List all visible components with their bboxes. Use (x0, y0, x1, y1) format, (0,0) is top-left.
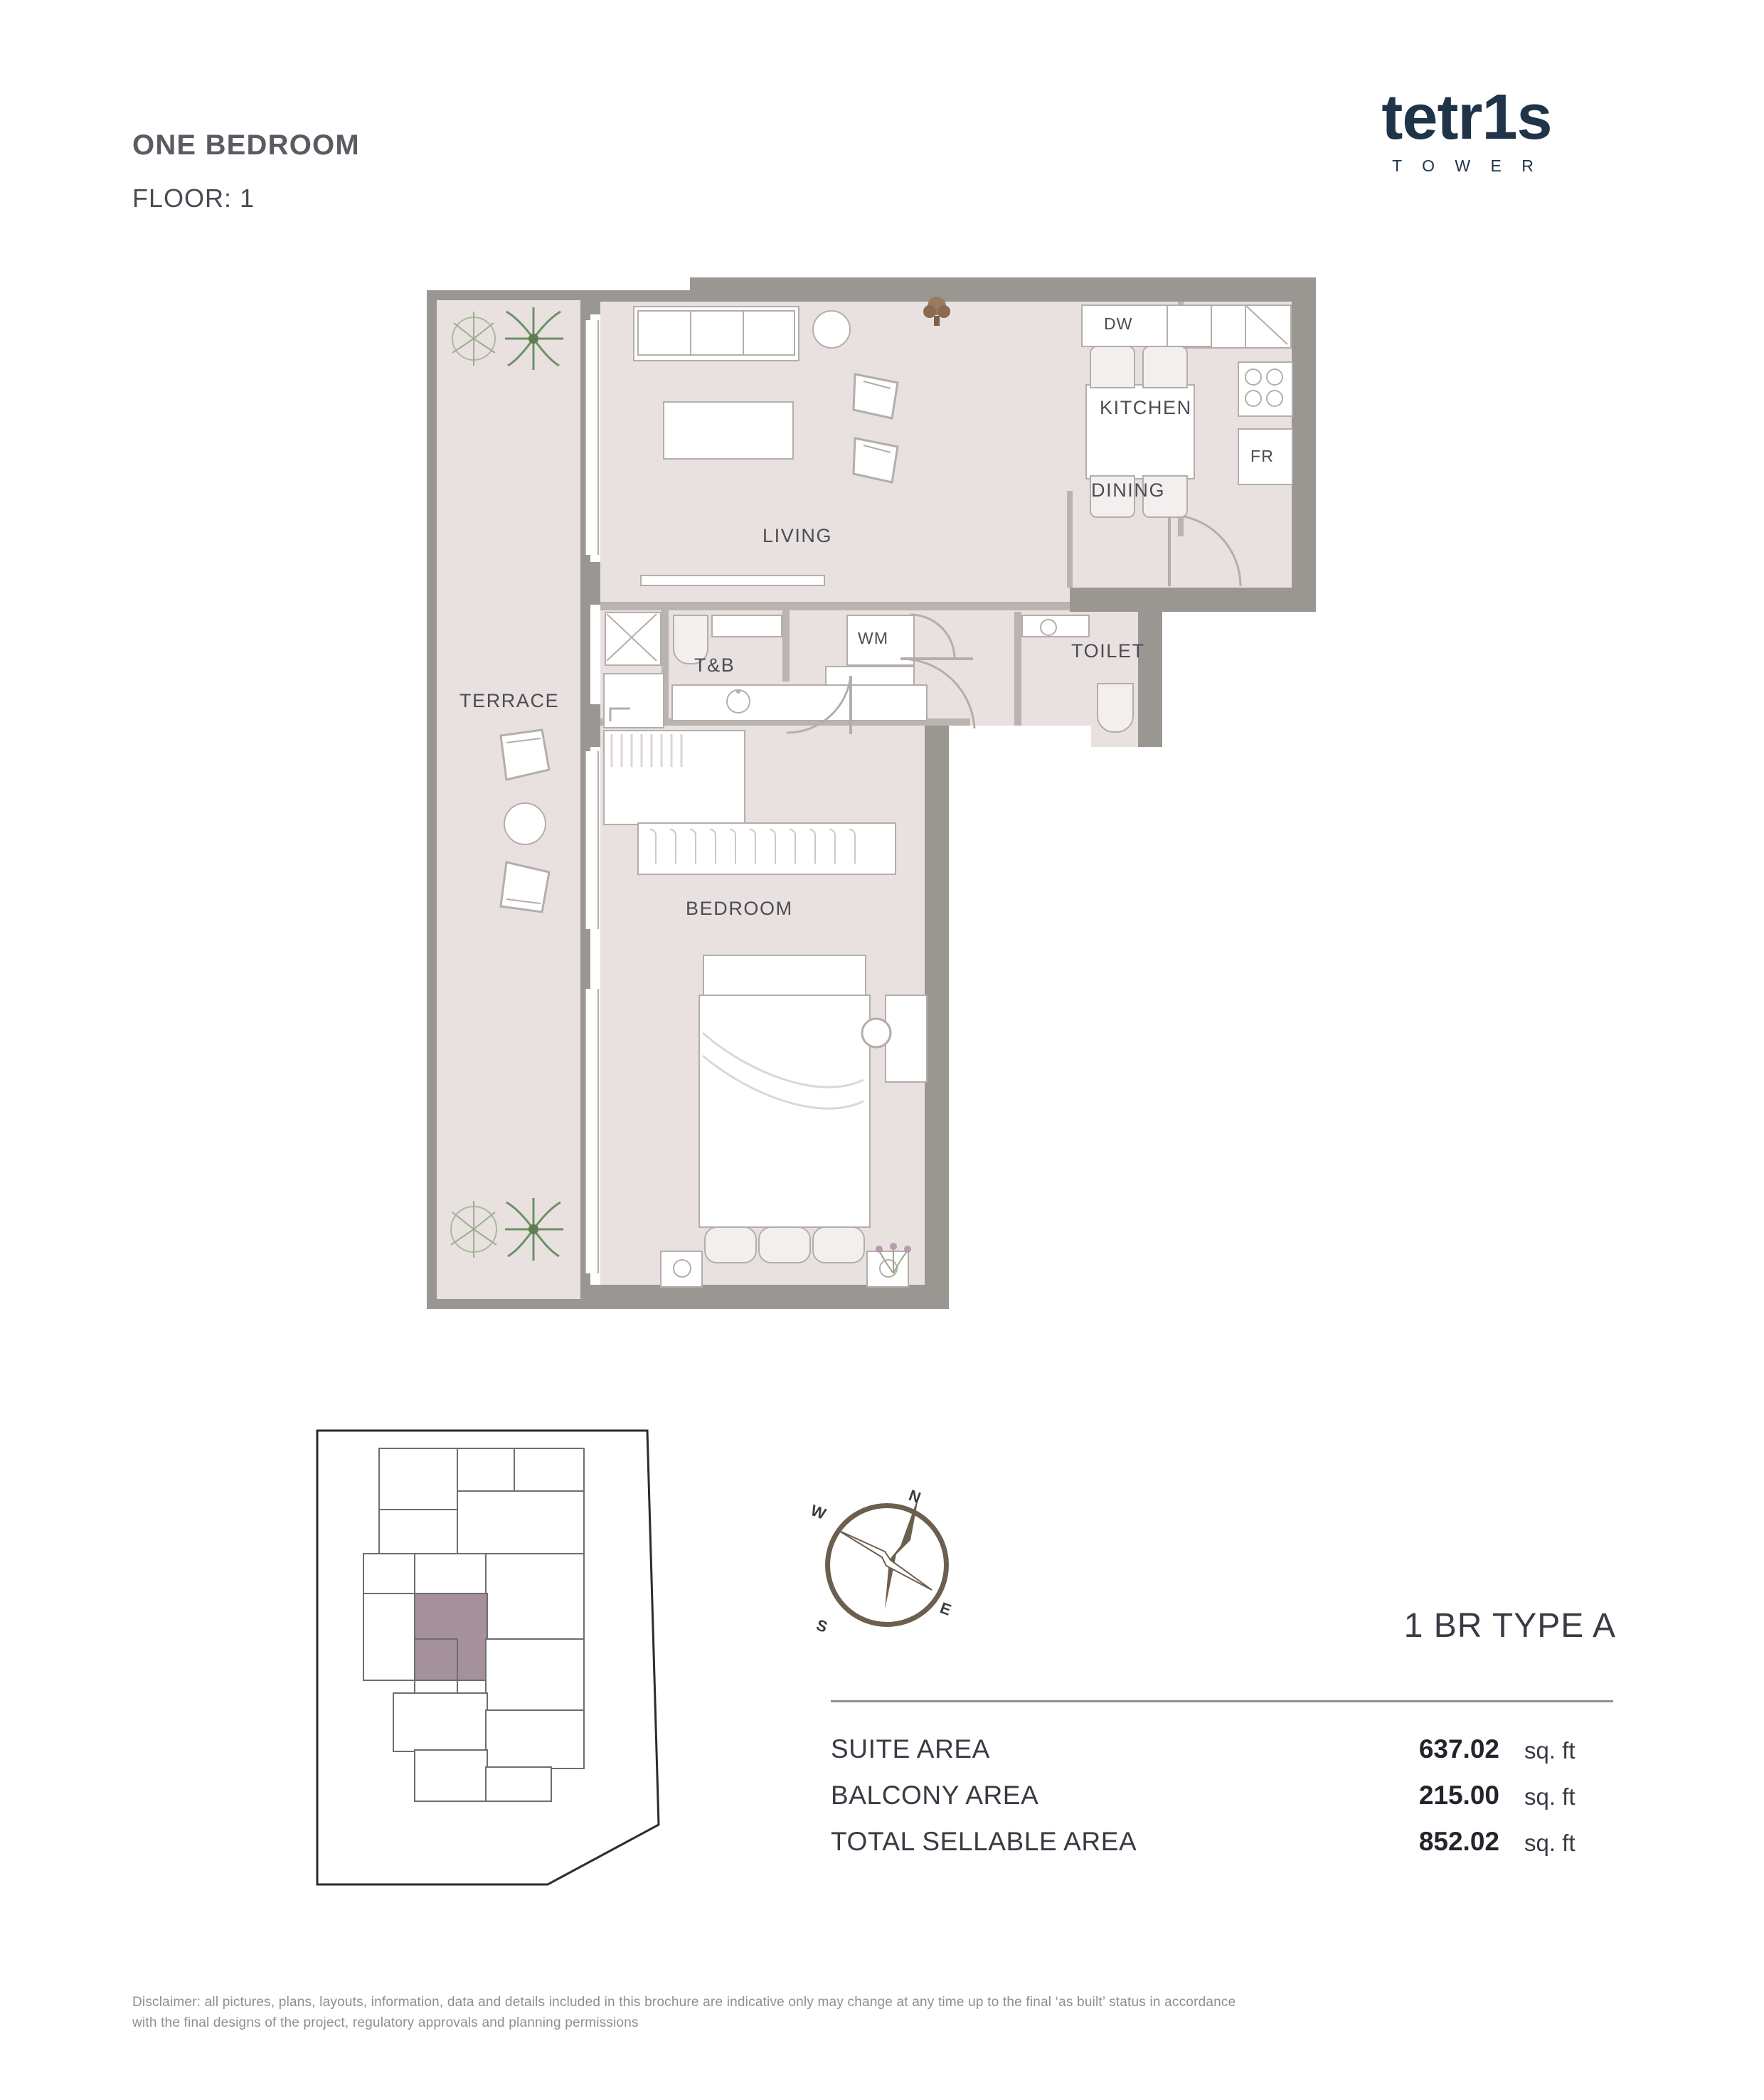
key-plan-block (485, 1553, 585, 1641)
key-plan-block (378, 1509, 459, 1556)
compass-west-label: W (808, 1501, 829, 1523)
area-row-value: 852.02 (1418, 1827, 1499, 1856)
partition-tb-right (782, 610, 790, 682)
terrace-palm-top-icon (501, 302, 566, 373)
dining-chair-tr (1142, 346, 1188, 388)
room-label-terrace: TERRACE (459, 690, 560, 711)
dining-chair-tl (1090, 346, 1135, 388)
area-row-value: 637.02 (1418, 1734, 1499, 1764)
key-plan-block (414, 1638, 458, 1695)
compass-north-label: N (906, 1486, 923, 1507)
key-plan-block (363, 1593, 417, 1681)
area-row-unit: sq. ft (1524, 1830, 1576, 1856)
key-plan (313, 1426, 662, 1889)
key-plan-block (457, 1490, 585, 1556)
appliance-label-dw: DW (1104, 314, 1133, 333)
compass-rose (808, 1483, 967, 1640)
pillow-mid (758, 1226, 811, 1263)
compass-south-label: S (814, 1616, 830, 1636)
partition-entry (1067, 491, 1073, 588)
key-plan-block (485, 1766, 552, 1802)
unit-wall-left-mid2 (580, 704, 600, 747)
key-plan-block (485, 1638, 585, 1712)
terrace-chair-upper-icon (489, 724, 555, 790)
brand-logo (1317, 82, 1616, 176)
bedroom-door-swing-icon (896, 654, 982, 733)
page-title: ONE BEDROOM (132, 129, 360, 161)
brand-logo-wordmark: tetr1s (1381, 82, 1552, 153)
glazing-bedroom (585, 751, 599, 929)
wardrobe-hangers-icon (640, 825, 891, 869)
room-label-kitchen: KITCHEN (1100, 397, 1192, 418)
sofa-cushion-right (743, 310, 795, 356)
desk-chair-icon (855, 1012, 898, 1054)
wardrobe-hanging-icon (606, 733, 741, 770)
room-label-bedroom: BEDROOM (686, 898, 793, 919)
area-row-unit: sq. ft (1524, 1783, 1576, 1810)
floor-label: FLOOR: 1 (132, 184, 255, 213)
key-plan-block (457, 1448, 516, 1493)
key-plan-block (378, 1448, 459, 1512)
bedroom-plant-icon (872, 1238, 915, 1280)
room-label-tb: T&B (694, 654, 735, 676)
pillow-left (704, 1226, 757, 1263)
area-row-suite (831, 1734, 1613, 1780)
area-row-value: 215.00 (1418, 1781, 1499, 1810)
key-plan-block (363, 1553, 417, 1596)
pillow-right (812, 1226, 865, 1263)
potted-plant-icon (920, 293, 953, 329)
armchair-upper-icon (848, 368, 905, 425)
key-plan-block (485, 1709, 585, 1769)
area-row-balcony (831, 1781, 1613, 1826)
terrace-palm-bottom-icon (501, 1192, 566, 1263)
floor-plan (427, 277, 1323, 1330)
tv-console-furniture (663, 401, 794, 460)
sofa-cushion-left (637, 310, 691, 356)
unit-wall-bedroom-bottom (590, 1285, 949, 1309)
vanity-counter-tb (711, 615, 782, 637)
room-label-toilet: TOILET (1071, 640, 1145, 662)
partition-living-bath (600, 602, 1070, 610)
room-label-living: LIVING (763, 525, 833, 546)
washbasin-icon (717, 687, 760, 716)
unit-wall-top2 (690, 277, 1316, 302)
unit-type-title: 1 BR TYPE A (1403, 1607, 1616, 1645)
hob-burners-icon (1238, 361, 1290, 414)
key-plan-block (414, 1749, 488, 1802)
unit-wall-kitchen-bottom (1067, 588, 1316, 612)
disclaimer-line-1: Disclaimer: all pictures, plans, layouts, information, data and details included in this brochure are indicative only may change at any time up to the final ‘as built’ status in accordance (132, 1995, 1236, 2010)
glazing-bedroom-2 (585, 989, 599, 1273)
living-window-sill (640, 575, 825, 586)
area-row-total (831, 1827, 1613, 1872)
terrace-side-table (504, 802, 546, 845)
disclaimer-line-2: with the final designs of the project, regulatory approvals and planning permissions (132, 2015, 639, 2031)
tb-door-swing-icon (782, 673, 854, 737)
brand-logo-subtitle: T O W E R (1392, 157, 1541, 175)
area-table-divider (831, 1700, 1613, 1702)
key-plan-block (393, 1692, 488, 1752)
disclaimer (132, 1992, 1555, 2034)
appliance-label-wm: WM (858, 629, 889, 647)
glazing-living (585, 320, 599, 555)
sofa-cushion-mid (690, 310, 744, 356)
side-table-round (812, 310, 851, 349)
compass-east-label: E (937, 1598, 954, 1619)
unit-wall-right-upper (1292, 277, 1316, 612)
terrace-shrub-bottom-icon (444, 1197, 504, 1263)
area-row-label: TOTAL SELLABLE AREA (831, 1827, 1137, 1856)
unit-wall-toilet-right (1138, 612, 1162, 747)
terrace-shrub-top-icon (445, 309, 502, 373)
bed-headboard (703, 955, 866, 997)
wc-toilet-guest (1097, 683, 1134, 733)
area-row-label: BALCONY AREA (831, 1781, 1039, 1810)
area-row-label: SUITE AREA (831, 1734, 990, 1764)
kitchen-sink-icon (1245, 304, 1289, 346)
armchair-lower-icon (848, 433, 905, 489)
shower-drain-icon (605, 612, 659, 663)
lamp-left-icon (673, 1259, 691, 1278)
bed-duvet-icon (698, 995, 868, 1225)
key-plan-block (414, 1553, 488, 1596)
entry-door-swing-icon (1167, 512, 1245, 590)
appliance-label-fr: FR (1250, 447, 1275, 465)
terrace-floor (437, 300, 580, 1299)
unit-wall-left-mid (580, 562, 600, 605)
area-row-unit: sq. ft (1524, 1737, 1576, 1764)
unit-wall-bedroom-right (925, 726, 949, 1309)
kitchen-cabinet-unit (1167, 304, 1212, 347)
terrace-chair-lower-icon (489, 851, 555, 916)
faucet-icon (606, 701, 634, 726)
room-label-dining: DINING (1091, 479, 1166, 501)
